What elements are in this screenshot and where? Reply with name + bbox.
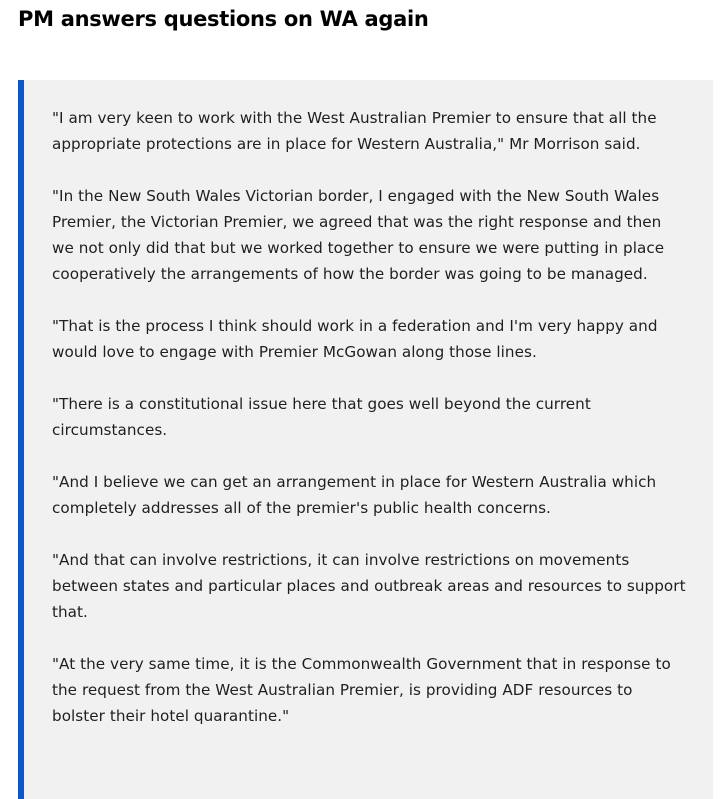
quote-block — [18, 80, 713, 799]
quote-paragraph-4: "There is a constitutional issue here that goes well beyond the current circumstances. — [52, 395, 591, 439]
quote-paragraph-2: "In the New South Wales Victorian border, I engaged with the New South Wales Premier, the Victorian Premier, we agreed that was the right response and then we not only did that but we worked together to ensure we were putting in place cooperatively the arrangements of how the border was going to be managed. — [52, 187, 665, 283]
quote-paragraph-1: "I am very keen to work with the West Australian Premier to ensure that all the appropriate protections are in place for Western Australia," Mr Morrison said. — [52, 109, 657, 153]
quote-paragraph-7: "At the very same time, it is the Commonwealth Government that in response to the request from the West Australian Premier, is providing ADF resources to bolster their hotel quarantine." — [52, 655, 671, 725]
quote-paragraph-6: "And that can involve restrictions, it can involve restrictions on movements between states and particular places and outbreak areas and resources to support that. — [52, 551, 686, 621]
quote-paragraph-3: "That is the process I think should work in a federation and I'm very happy and would love to engage with Premier McGowan along those lines. — [52, 317, 658, 361]
article-headline: PM answers questions on WA again — [18, 7, 429, 31]
quote-body — [52, 105, 688, 755]
quote-paragraph-5: "And I believe we can get an arrangement in place for Western Australia which completely addresses all of the premier's public health concerns. — [52, 473, 657, 517]
